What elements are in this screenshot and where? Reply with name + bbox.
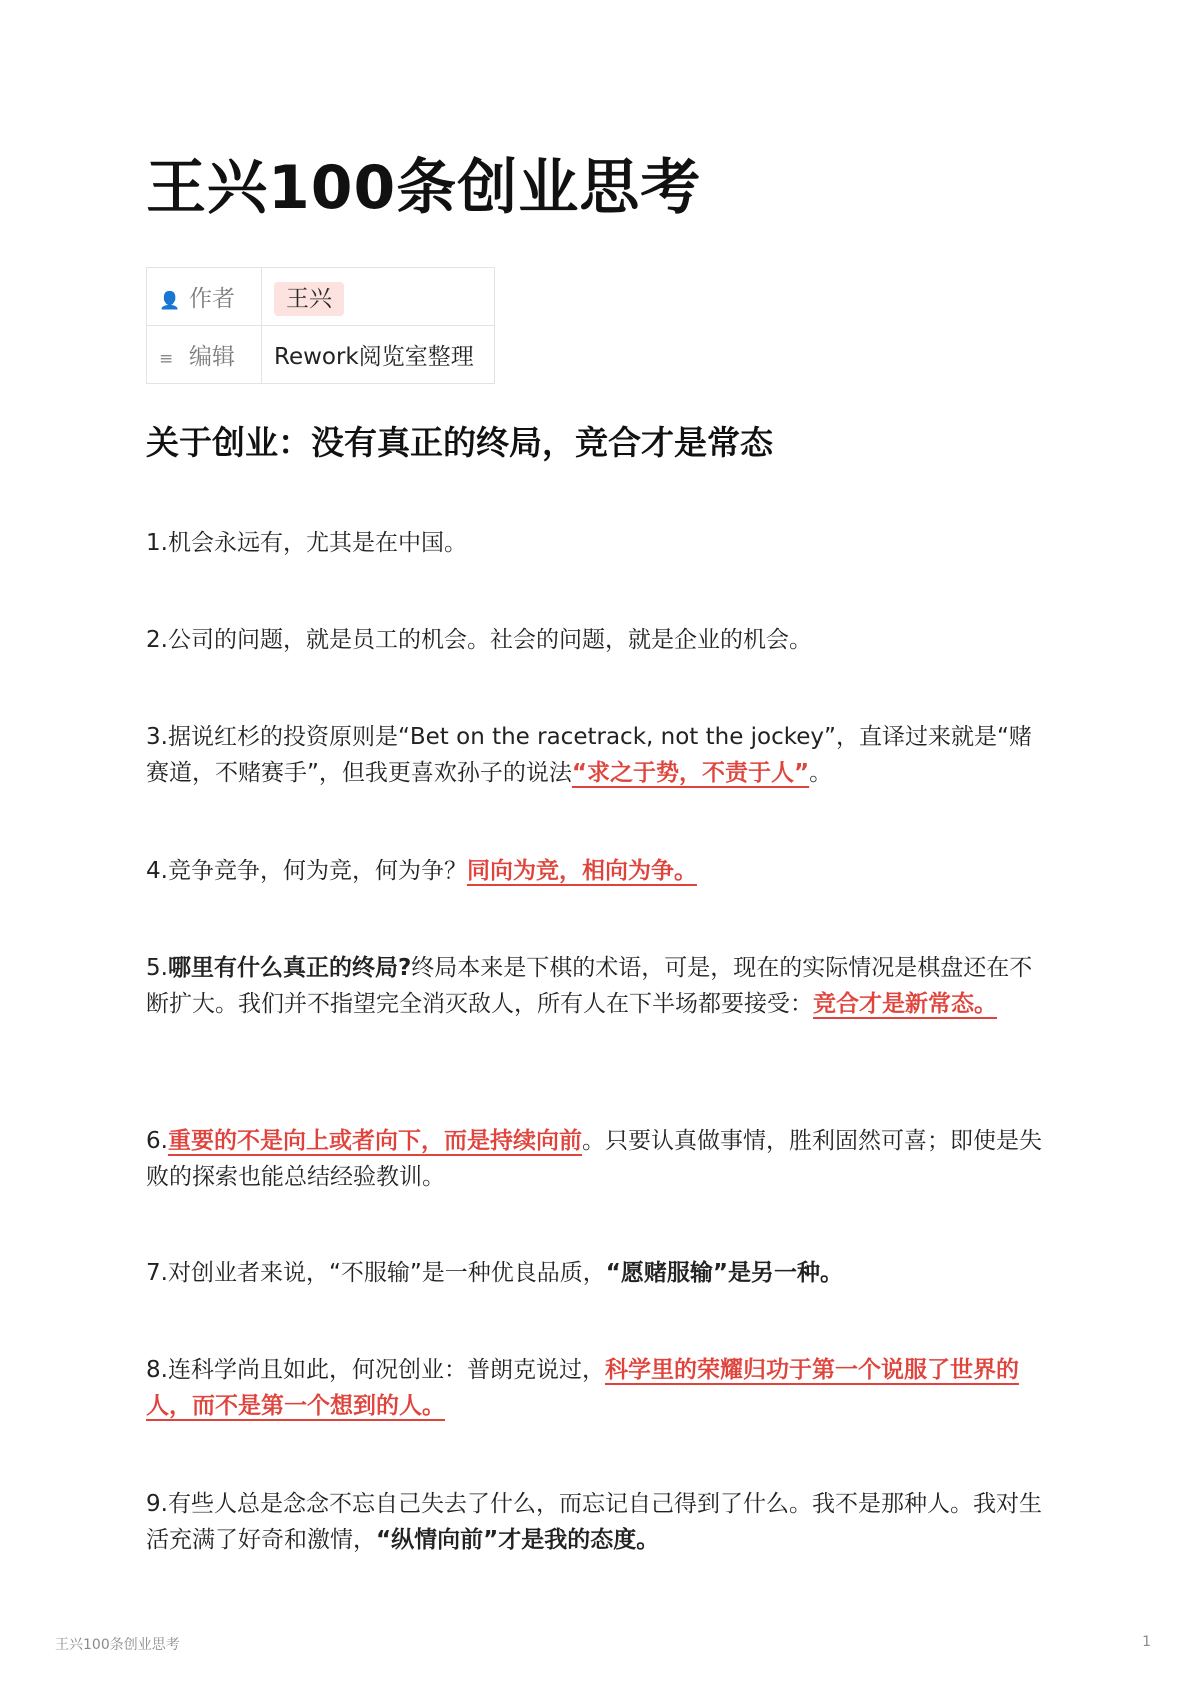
item-text: 终局本来是下棋的术语，可是，现在的实际情况是棋盘还在不断扩大。我们并不指望完全消灭敌人，所有人在下半场都要接受： <box>146 955 1033 1017</box>
item-text: 9.有些人总是念念不忘自己失去了什么，而忘记自己得到了什么。我不是那种人。我对生活充满了好奇和激情， <box>146 1491 1042 1553</box>
page-title: 王兴100条创业思考 <box>146 153 702 223</box>
highlighted-text: 同向为竞，相向为争。 <box>466 858 697 884</box>
item-text: 。只要认真做事情，胜利固然可喜；即使是失败的探索也能总结经验教训。 <box>146 1128 1042 1190</box>
list-item <box>146 950 1046 1022</box>
highlighted-text: 科学里的荣耀归功于第一个说服了世界的人，而不是第一个想到的人。 <box>146 1357 1019 1419</box>
property-key-author <box>147 268 262 326</box>
list-item <box>146 1486 1046 1558</box>
author-tag[interactable]: 王兴 <box>274 282 344 316</box>
list-item <box>146 525 1046 561</box>
section-heading: 关于创业：没有真正的终局，竞合才是常态 <box>146 423 773 462</box>
item-text: 4.竞争竞争，何为竞，何为争？ <box>146 858 467 884</box>
item-text: 7.对创业者来说，“不服输”是一种优良品质， <box>146 1260 606 1286</box>
text-lines-icon: ≡ <box>159 349 174 369</box>
item-text: 6. <box>146 1128 168 1154</box>
property-key-label: 作者 <box>189 286 235 312</box>
list-item <box>146 1255 1046 1291</box>
page-number: 1 <box>1142 1634 1151 1650</box>
item-text: 3.据说红杉的投资原则是“Bet on the racetrack, not the jockey”，直译过来就是“赌赛道，不赌赛手”，但我更喜欢孙子的说法 <box>146 724 1032 786</box>
list-item <box>146 1352 1046 1424</box>
item-text: 5. <box>146 955 168 981</box>
properties-table <box>146 267 495 384</box>
person-icon: 👤 <box>159 291 181 311</box>
property-row-editor <box>147 326 495 384</box>
highlighted-text: 竞合才是新常态。 <box>813 991 997 1017</box>
property-key-editor <box>147 326 262 384</box>
property-value-author <box>262 268 495 326</box>
item-text: 1.机会永远有，尤其是在中国。 <box>146 530 467 556</box>
property-row-author <box>147 268 495 326</box>
list-item <box>146 1123 1046 1195</box>
list-item <box>146 853 1046 889</box>
list-item <box>146 719 1046 791</box>
bold-text: 哪里有什么真正的终局? <box>167 955 412 981</box>
footer-doc-title: 王兴100条创业思考 <box>55 1637 180 1653</box>
item-text: 2.公司的问题，就是员工的机会。社会的问题，就是企业的机会。 <box>146 627 812 653</box>
property-value-editor: Rework阅览室整理 <box>262 326 495 384</box>
bold-text: “纵情向前”才是我的态度。 <box>376 1527 660 1553</box>
highlighted-text: 重要的不是向上或者向下，而是持续向前 <box>167 1128 582 1154</box>
property-key-label: 编辑 <box>189 344 235 370</box>
list-item <box>146 622 1046 658</box>
highlighted-text: “求之于势，不责于人” <box>571 760 810 786</box>
item-text: 8.连科学尚且如此，何况创业：普朗克说过， <box>146 1357 605 1383</box>
item-text: 。 <box>809 760 833 786</box>
bold-text: “愿赌服输”是另一种。 <box>605 1260 844 1286</box>
